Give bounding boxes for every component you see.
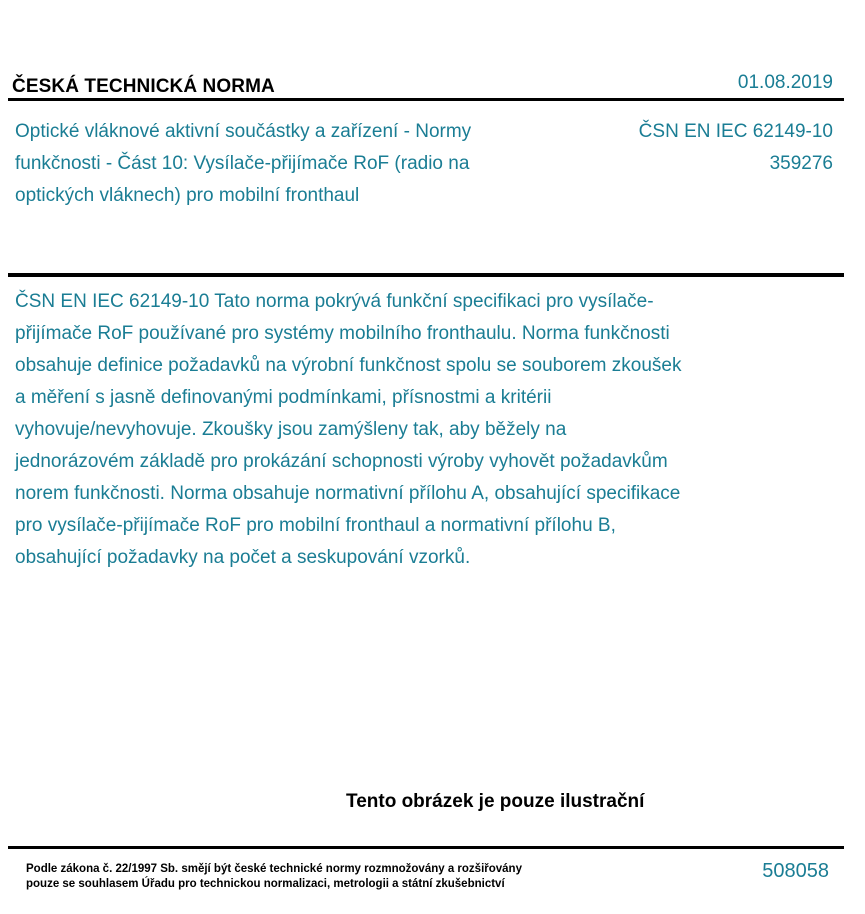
footer-legal-line-1: Podle zákona č. 22/1997 Sb. smějí být české technické normy rozmnožovány a rozšiřovány bbox=[26, 863, 522, 875]
standard-designation: ČSN EN IEC 62149-10 bbox=[638, 121, 833, 142]
standard-class-code: 359276 bbox=[769, 153, 833, 174]
page-header-title: ČESKÁ TECHNICKÁ NORMA bbox=[12, 76, 275, 97]
section-divider bbox=[8, 273, 844, 277]
standard-identifiers bbox=[639, 116, 833, 180]
footer-divider bbox=[8, 846, 844, 849]
header-divider bbox=[8, 98, 844, 101]
abstract-text: ČSN EN IEC 62149-10 Tato norma pokrývá funkční specifikaci pro vysílače-přijímače RoF používané pro systémy mobilního fronthaulu. Norma funkčnosti obsahuje definice požadavků na výrobní funkčnost spolu se souborem zkoušek a měření s jasně definovanými podmínkami, přísnostmi a kritérii vyhovuje/nevyhovuje. Zkoušky jsou zamýšleny tak, aby běžely na jednorázovém základě pro prokázání schopnosti výroby vyhovět požadavkům norem funkčnosti. Norma obsahuje normativní přílohu A, obsahující specifikace pro vysílače-přijímače RoF pro mobilní fronthaul a normativní přílohu B, obsahující požadavky na počet a seskupování vzorků. bbox=[15, 291, 682, 568]
standard-title: Optické vláknové aktivní součástky a zařízení - Normy funkčnosti - Část 10: Vysílače-přijímače RoF (radio na optických vláknech) pro mobilní fronthaul bbox=[15, 121, 472, 206]
publication-date: 01.08.2019 bbox=[737, 72, 833, 93]
illustration-note: Tento obrázek je pouze ilustrační bbox=[346, 791, 645, 812]
footer-legal-notice bbox=[26, 862, 522, 892]
footer-legal-line-2: pouze se souhlasem Úřadu pro technickou normalizaci, metrologii a státní zkušebnictví bbox=[26, 878, 505, 890]
footer-document-code: 508058 bbox=[762, 860, 829, 882]
